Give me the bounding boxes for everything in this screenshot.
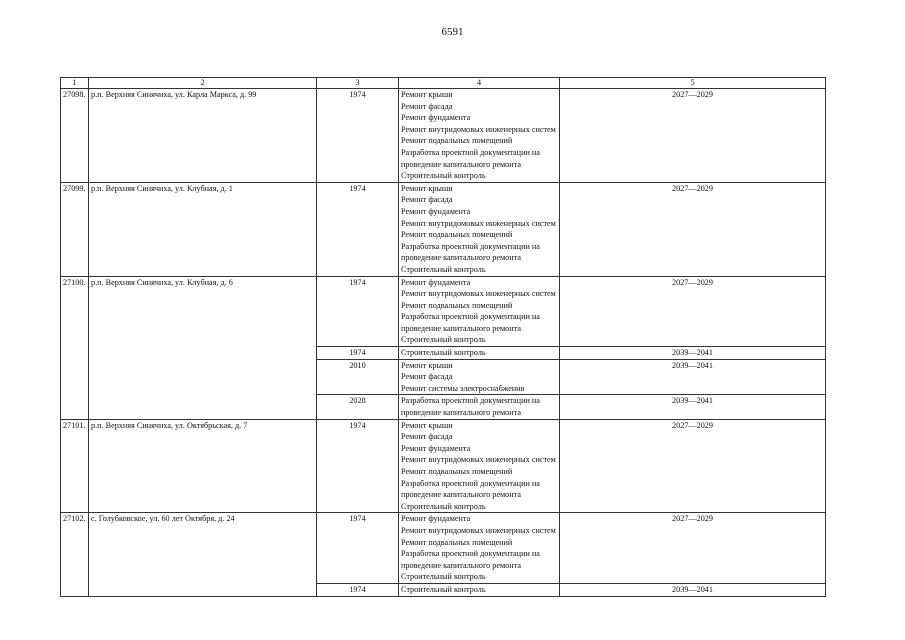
work-item: Ремонт подвальных помещений <box>401 300 513 310</box>
year-cell: 1974 <box>317 513 399 584</box>
period-cell: 2027—2029 <box>560 182 826 276</box>
works-list <box>399 513 560 584</box>
work-item: Разработка проектной документации на <box>401 147 540 157</box>
work-item: Ремонт фундамента <box>401 277 471 287</box>
row-number: 27098. <box>61 89 89 183</box>
work-item: Ремонт крыши <box>401 420 453 430</box>
table-header-row <box>61 78 826 89</box>
period-cell: 2027—2029 <box>560 89 826 183</box>
work-item: Ремонт фасада <box>401 432 453 442</box>
table-row <box>61 276 826 347</box>
work-item: Ремонт системы электроснабжения <box>401 383 525 393</box>
building-address: р.п. Верхняя Синячиха, ул. Клубная, д. 1 <box>89 182 317 276</box>
period-cell: 2039—2041 <box>560 583 826 596</box>
work-item: Ремонт крыши <box>401 360 453 370</box>
works-list <box>399 347 560 360</box>
work-item: Ремонт подвальных помещений <box>401 136 513 146</box>
year-cell: 1974 <box>317 583 399 596</box>
year-cell: 2010 <box>317 359 399 395</box>
work-item: Строительный контроль <box>401 335 486 345</box>
row-number: 27101. <box>61 419 89 513</box>
period-cell: 2039—2041 <box>560 359 826 395</box>
column-header-1: 1 <box>61 78 89 89</box>
column-header-2: 2 <box>89 78 317 89</box>
works-list <box>399 276 560 347</box>
work-item: Разработка проектной документации на <box>401 478 540 488</box>
capital-repair-table <box>60 77 826 597</box>
work-item: Ремонт фасада <box>401 195 453 205</box>
works-list <box>399 359 560 395</box>
work-item: Разработка проектной документации на <box>401 549 540 559</box>
period-cell: 2027—2029 <box>560 419 826 513</box>
work-item: Ремонт крыши <box>401 183 453 193</box>
work-item: проведение капитального ремонта <box>401 159 521 169</box>
work-item: Строительный контроль <box>401 171 486 181</box>
year-cell: 2028 <box>317 395 399 419</box>
work-item: Строительный контроль <box>401 348 486 358</box>
work-item: проведение капитального ремонта <box>401 323 521 333</box>
year-cell: 1974 <box>317 347 399 360</box>
work-item: Ремонт фасада <box>401 101 453 111</box>
year-cell: 1974 <box>317 182 399 276</box>
building-address: с. Голубковское, ул. 60 лет Октября, д. 24 <box>89 513 317 596</box>
works-list <box>399 395 560 419</box>
work-item: Ремонт подвальных помещений <box>401 230 513 240</box>
row-number: 27099. <box>61 182 89 276</box>
table-body <box>61 78 826 597</box>
work-item: проведение капитального ремонта <box>401 490 521 500</box>
row-number: 27100. <box>61 276 89 419</box>
year-cell: 1974 <box>317 419 399 513</box>
column-header-4: 4 <box>399 78 560 89</box>
work-item: проведение капитального ремонта <box>401 560 521 570</box>
work-item: Строительный контроль <box>401 584 486 594</box>
work-item: Ремонт внутридомовых инженерных систем <box>401 124 556 134</box>
work-item: Ремонт фасада <box>401 372 453 382</box>
works-list <box>399 182 560 276</box>
work-item: Ремонт внутридомовых инженерных систем <box>401 218 556 228</box>
period-cell: 2027—2029 <box>560 513 826 584</box>
period-cell: 2027—2029 <box>560 276 826 347</box>
table-row <box>61 182 826 276</box>
work-item: Ремонт внутридомовых инженерных систем <box>401 525 556 535</box>
work-item: Ремонт подвальных помещений <box>401 537 513 547</box>
work-item: Ремонт внутридомовых инженерных систем <box>401 289 556 299</box>
works-list <box>399 583 560 596</box>
works-list <box>399 89 560 183</box>
work-item: Строительный контроль <box>401 501 486 511</box>
table-row <box>61 419 826 513</box>
work-item: Ремонт фундамента <box>401 113 471 123</box>
row-number: 27102. <box>61 513 89 596</box>
work-item: Строительный контроль <box>401 572 486 582</box>
column-header-5: 5 <box>560 78 826 89</box>
year-cell: 1974 <box>317 276 399 347</box>
building-address: р.п. Верхняя Синячиха, ул. Октябрьская, д. 7 <box>89 419 317 513</box>
works-list <box>399 419 560 513</box>
table-row <box>61 513 826 584</box>
work-item: Разработка проектной документации на <box>401 396 540 406</box>
building-address: р.п. Верхняя Синячиха, ул. Клубная, д. 6 <box>89 276 317 419</box>
work-item: Ремонт крыши <box>401 90 453 99</box>
work-item: проведение капитального ремонта <box>401 408 521 418</box>
column-header-3: 3 <box>317 78 399 89</box>
work-item: Разработка проектной документации на <box>401 312 540 322</box>
work-item: Разработка проектной документации на <box>401 241 540 251</box>
work-item: Ремонт фундамента <box>401 514 471 524</box>
work-item: Строительный контроль <box>401 264 486 274</box>
building-address: р.п. Верхняя Синячиха, ул. Карла Маркса, д. 99 <box>89 89 317 183</box>
period-cell: 2039—2041 <box>560 347 826 360</box>
year-cell: 1974 <box>317 89 399 183</box>
work-item: проведение капитального ремонта <box>401 253 521 263</box>
page-number: 6591 <box>441 26 464 38</box>
work-item: Ремонт фундамента <box>401 206 471 216</box>
work-item: Ремонт внутридомовых инженерных систем <box>401 455 556 465</box>
period-cell: 2039—2041 <box>560 395 826 419</box>
work-item: Ремонт фундамента <box>401 443 471 453</box>
work-item: Ремонт подвальных помещений <box>401 467 513 476</box>
table-row <box>61 89 826 183</box>
